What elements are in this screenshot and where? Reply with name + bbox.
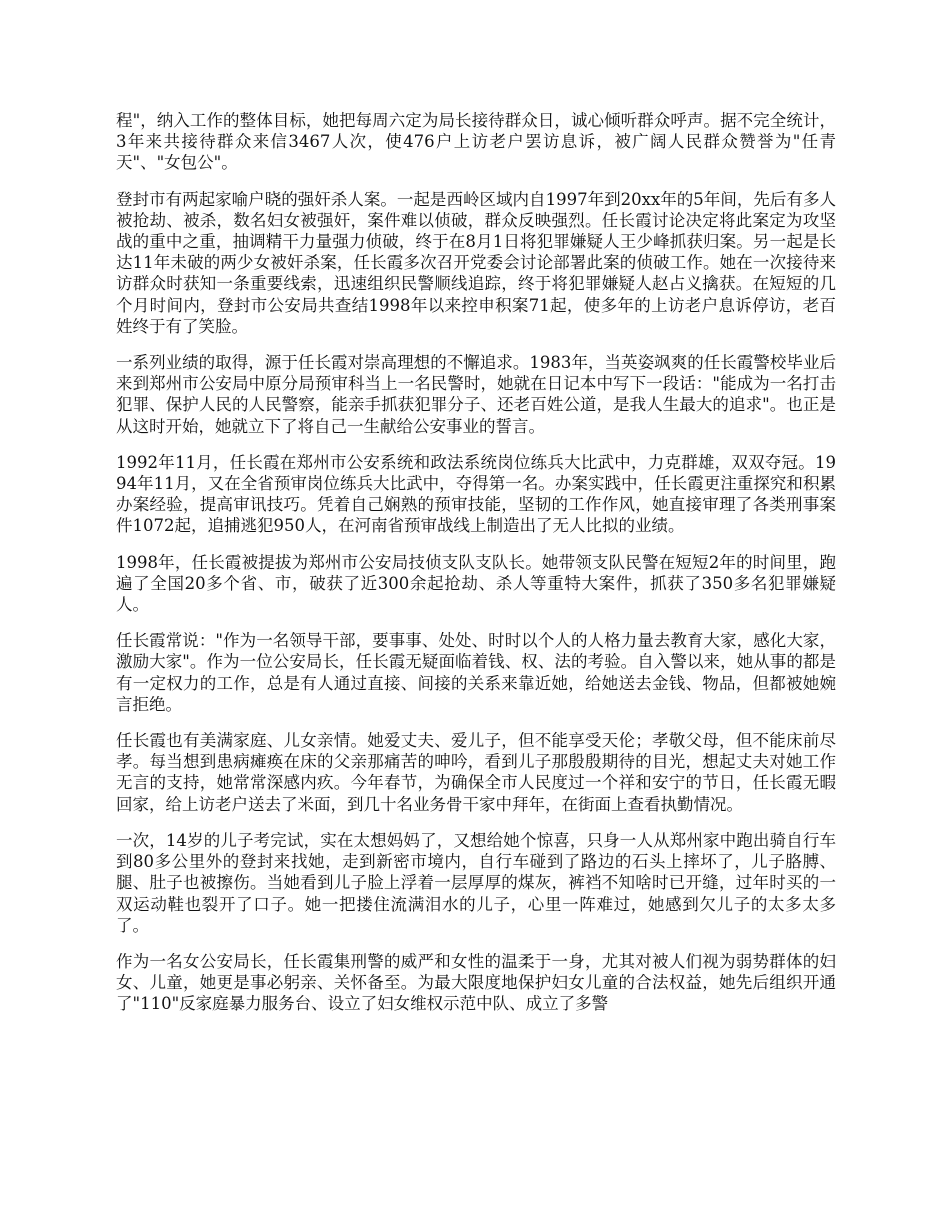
paragraph: 程"，纳入工作的整体目标，她把每周六定为局长接待群众日，诚心倾听群众呼声。据不完全统计，3年来共接待群众来信3467人次，使476户上访老户罢访息诉，被广阔人民群众赞誉为"任青天"、"女包公"。 — [116, 111, 836, 173]
paragraph: 作为一名女公安局长，任长霞集刑警的威严和女性的温柔于一身，尤其对被人们视为弱势群体的妇女、儿童，她更是事必躬亲、关怀备至。为最大限度地保护妇女儿童的合法权益，她先后组织开通了"110"反家庭暴力服务台、设立了妇女维权示范中队、成立了多警 — [116, 951, 836, 1014]
paragraph: 登封市有两起家喻户晓的强奸杀人案。一起是西岭区域内自1997年到20xx年的5年间，先后有多人被抢劫、被杀，数名妇女被强奸，案件难以侦破，群众反映强烈。任长霞讨论决定将此案定为攻坚战的重中之重，抽调精干力量强力侦破，终于在8月1日将犯罪嫌疑人王少峰抓获归案。另一起是长达11年未破的两少女被奸杀案，任长霞多次召开党委会讨论部署此案的侦破工作。她在一次接待来访群众时获知一条重要线索，迅速组织民警顺线追踪，终于将犯罪嫌疑人赵占义擒获。在短短的几个月时间内，登封市公安局共查结1998年以来控申积案71起，使多年的上访老户息诉停访，老百姓终于有了笑脸。 — [116, 189, 836, 336]
paragraph: 一次，14岁的儿子考完试，实在太想妈妈了，又想给她个惊喜，只身一人从郑州家中跑出骑自行车到80多公里外的登封来找她，走到新密市境内，自行车碰到了路边的石头上摔坏了，儿子胳膊、腿、肚子也被擦伤。当她看到儿子脸上浮着一层厚厚的煤灰，裤裆不知啥时已开缝，过年时买的一双运动鞋也裂开了口子。她一把搂住流满泪水的儿子，心里一阵难过，她感到欠儿子的太多太多了。 — [116, 830, 836, 935]
paragraph: 1998年，任长霞被提拔为郑州市公安局技侦支队支队长。她带领支队民警在短短2年的时间里，跑遍了全国20多个省、市，破获了近300余起抢劫、杀人等重特大案件，抓获了350多名犯罪嫌疑人。 — [116, 552, 836, 615]
document-body — [116, 110, 836, 1030]
paragraph: 任长霞也有美满家庭、儿女亲情。她爱丈夫、爱儿子，但不能享受天伦；孝敬父母，但不能床前尽孝。每当想到患病瘫痪在床的父亲那痛苦的呻吟，看到儿子那殷殷期待的目光，想起丈夫对她工作无言的支持，她常常深感内疚。今年春节，为确保全市人民度过一个祥和安宁的节日，任长霞无暇回家，给上访老户送去了米面，到几十名业务骨干家中拜年，在街面上查看执勤情况。 — [116, 731, 836, 814]
paragraph: 任长霞常说："作为一名领导干部，要事事、处处、时时以个人的人格力量去教育大家，感化大家，激励大家"。作为一位公安局长，任长霞无疑面临着钱、权、法的考验。自入警以来，她从事的都是有一定权力的工作，总是有人通过直接、间接的关系来靠近她，给她送去金钱、物品，但都被她婉言拒绝。 — [116, 631, 836, 714]
paragraph: 一系列业绩的取得，源于任长霞对崇高理想的不懈追求。1983年，当英姿飒爽的任长霞警校毕业后来到郑州市公安局中原分局预审科当上一名民警时，她就在日记本中写下一段话："能成为一名打击犯罪、保护人民的人民警察，能亲手抓获犯罪分子、还老百姓公道，是我人生最大的追求"。也正是从这时开始，她就立下了将自己一生献给公安事业的誓言。 — [116, 353, 836, 436]
paragraph: 1992年11月，任长霞在郑州市公安系统和政法系统岗位练兵大比武中，力克群雄，双双夺冠。1994年11月，又在全省预审岗位练兵大比武中，夺得第一名。办案实践中，任长霞更注重探究和积累办案经验，提高审讯技巧。凭着自己娴熟的预审技能，坚韧的工作作风，她直接审理了各类刑事案件1072起，追捕逃犯950人，在河南省预审战线上制造出了无人比拟的业绩。 — [116, 452, 836, 536]
